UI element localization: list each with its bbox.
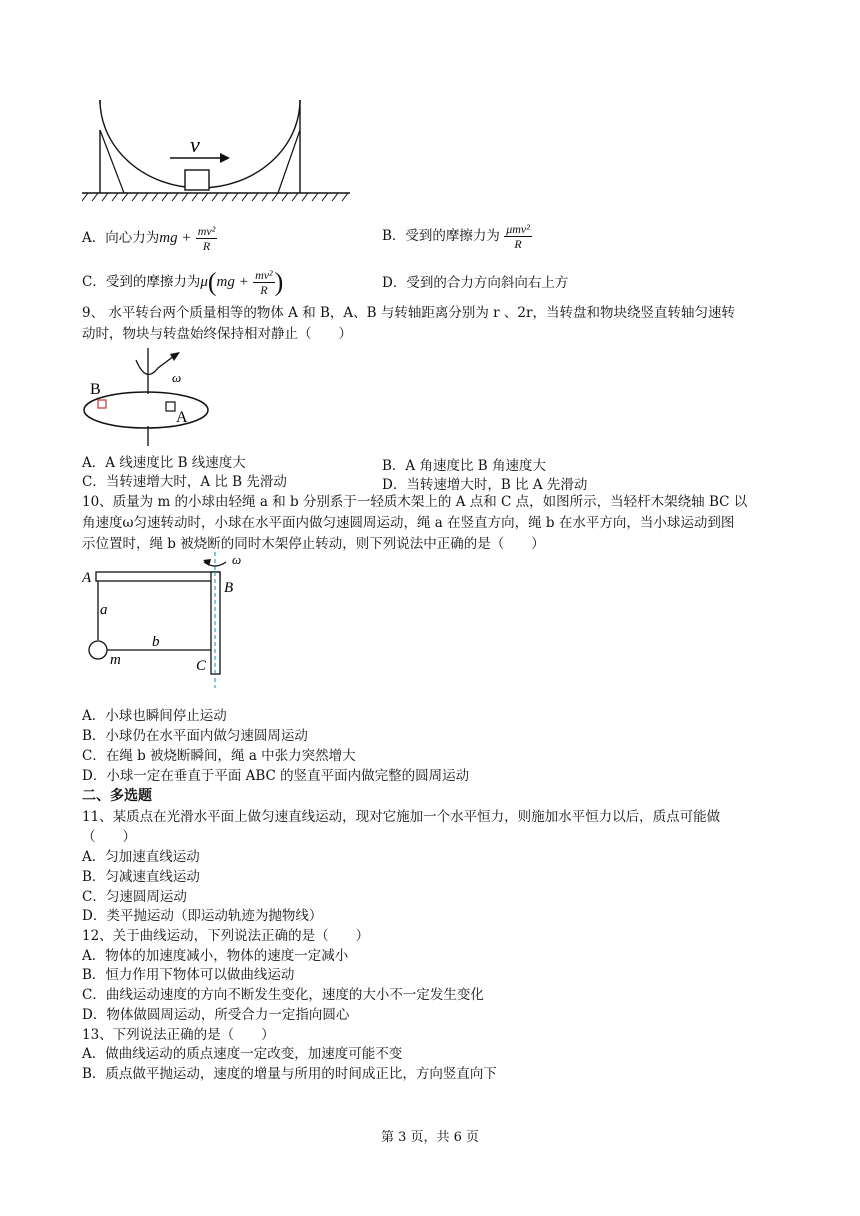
q13-option-a: A．做曲线运动的质点速度一定改变，加速度可能不变 [82,1046,403,1062]
q11-stem-line2: （ ） [82,829,136,845]
page-number: 第 3 页，共 6 页 [380,1130,480,1145]
q10-option-a: A．小球也瞬间停止运动 [82,708,227,724]
q11-option-c: C．匀速圆周运动 [82,889,187,905]
rope-a-label: a [100,602,108,618]
q12-stem: 12、关于曲线运动，下列说法正确的是（ ） [82,928,370,944]
q11-option-b: B．匀减速直线运动 [82,869,200,885]
q10-stem-line2: 角速度ω匀速转动时，小球在水平面内做匀速圆周运动，绳 a 在竖直方向，绳 b 在水平方向，当小球运动到图 [82,515,735,531]
q12-option-a: A．物体的加速度减小，物体的速度一定减小 [82,948,349,964]
q11-option-a: A．匀加速直线运动 [82,849,200,865]
fraction: $\frac{\text{mv²}}{R}$ [197,224,216,253]
q11-option-d: D．类平抛运动（即运动轨迹为抛物线） [82,908,323,924]
fraction: $\frac{\text{μmv²}}{R}$ [506,222,530,251]
q10-stem-line3: 示位置时，绳 b 被烧断的同时木架停止转动，则下列说法中正确的是（ ） [82,536,545,552]
omega-label: ω [232,552,242,567]
q10-option-b: B．小球仍在水平面内做匀速圆周运动 [82,728,308,744]
frame-figure [82,552,272,692]
q10-stem-line1: 10、质量为 m 的小球由轻绳 a 和 b 分别系于一轻质木架上的 A 点和 C 点，如图所示，当轻杆木架绕轴 BC 以 [82,494,748,510]
point-c-label: C [196,658,207,674]
q10-option-c: C．在绳 b 被烧断瞬间，绳 a 中张力突然增大 [82,748,356,764]
q10-option-d: D．小球一定在垂直于平面 ABC 的竖直平面内做完整的圆周运动 [82,768,470,784]
q9-stem-line2: 动时，物块与转盘始终保持相对静止（ ） [82,326,352,342]
fraction: $\frac{\text{mv²}}{R}$ [255,268,273,297]
block-b-label: B [90,381,101,398]
point-a-label: A [82,570,92,586]
q12-option-d: D．物体做圆周运动，所受合力一定指向圆心 [82,1007,350,1023]
q9-option-d: D．当转速增大时，B 比 A 先滑动 [382,477,588,493]
q9-option-b: B．A 角速度比 B 角速度大 [382,458,546,474]
velocity-label: v [190,132,200,157]
q12-option-c: C．曲线运动速度的方向不断发生变化，速度的大小不一定发生变化 [82,987,484,1003]
q8-option-b: B．受到的摩擦力为 $\frac{\text{μmv²}}{R}$ [382,222,530,251]
q9-option-c: C．当转速增大时，A 比 B 先滑动 [82,474,287,490]
q13-option-b: B．质点做平抛运动，速度的增量与所用的时间成正比，方向竖直向下 [82,1066,497,1082]
q9-stem-line1: 9、 水平转台两个质量相等的物体 A 和 B，A、B 与转轴距离分别为 r 、2r，当转盘和物块绕竖直转轴匀速转 [82,305,735,321]
q9-option-a: A．A 线速度比 B 线速度大 [82,455,246,471]
q8-option-d: D．受到的合力方向斜向右上方 [382,275,569,291]
bowl-figure [82,100,354,210]
q11-stem-line1: 11、某质点在光滑水平面上做匀速直线运动，现对它施加一个水平恒力，则施加水平恒力以后，质点可能做 [82,809,721,825]
q12-option-b: B．恒力作用下物体可以做曲线运动 [82,967,295,983]
q13-stem: 13、下列说法正确的是（ ） [82,1027,275,1043]
point-b-label: B [224,580,234,596]
turntable-figure [82,344,212,452]
block-a-label: A [176,409,188,426]
omega-label: ω [172,370,182,385]
mass-label: m [110,652,121,668]
q8-option-a: A．向心力为mg + $\frac{\text{mv²}}{R}$ [82,224,216,253]
q8-option-c: C．受到的摩擦力为μ(mg + $\frac{\text{mv²}}{R}$ ) [82,267,284,297]
section-heading: 二、多选题 [82,788,152,804]
rope-b-label: b [152,634,160,650]
